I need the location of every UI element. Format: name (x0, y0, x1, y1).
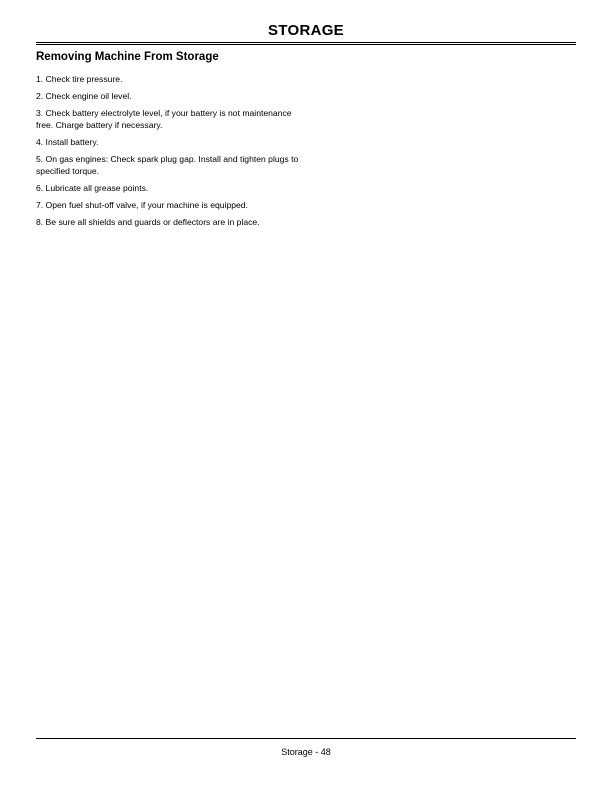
step-6: 6. Lubricate all grease points. (36, 183, 149, 193)
section-content (36, 50, 306, 233)
step-list (36, 73, 306, 228)
section-heading: Removing Machine From Storage (36, 51, 219, 63)
step-7: 7. Open fuel shut-off valve, if your machine is equipped. (36, 200, 248, 210)
page-number: Storage - 48 (281, 747, 331, 757)
step-4: 4. Install battery. (36, 137, 99, 147)
step-2: 2. Check engine oil level. (36, 91, 132, 101)
step-5: 5. On gas engines: Check spark plug gap. Install and tighten plugs to specified torque. (36, 154, 299, 176)
page-title: STORAGE (267, 22, 344, 39)
step-3: 3. Check battery electrolyte level, if your battery is not maintenance free. Charge battery if necessary. (36, 108, 292, 130)
footer-rule (36, 738, 576, 739)
step-8: 8. Be sure all shields and guards or deflectors are in place. (36, 217, 260, 227)
step-1: 1. Check tire pressure. (36, 74, 123, 84)
page-header (36, 22, 576, 40)
title-rule (36, 42, 576, 45)
